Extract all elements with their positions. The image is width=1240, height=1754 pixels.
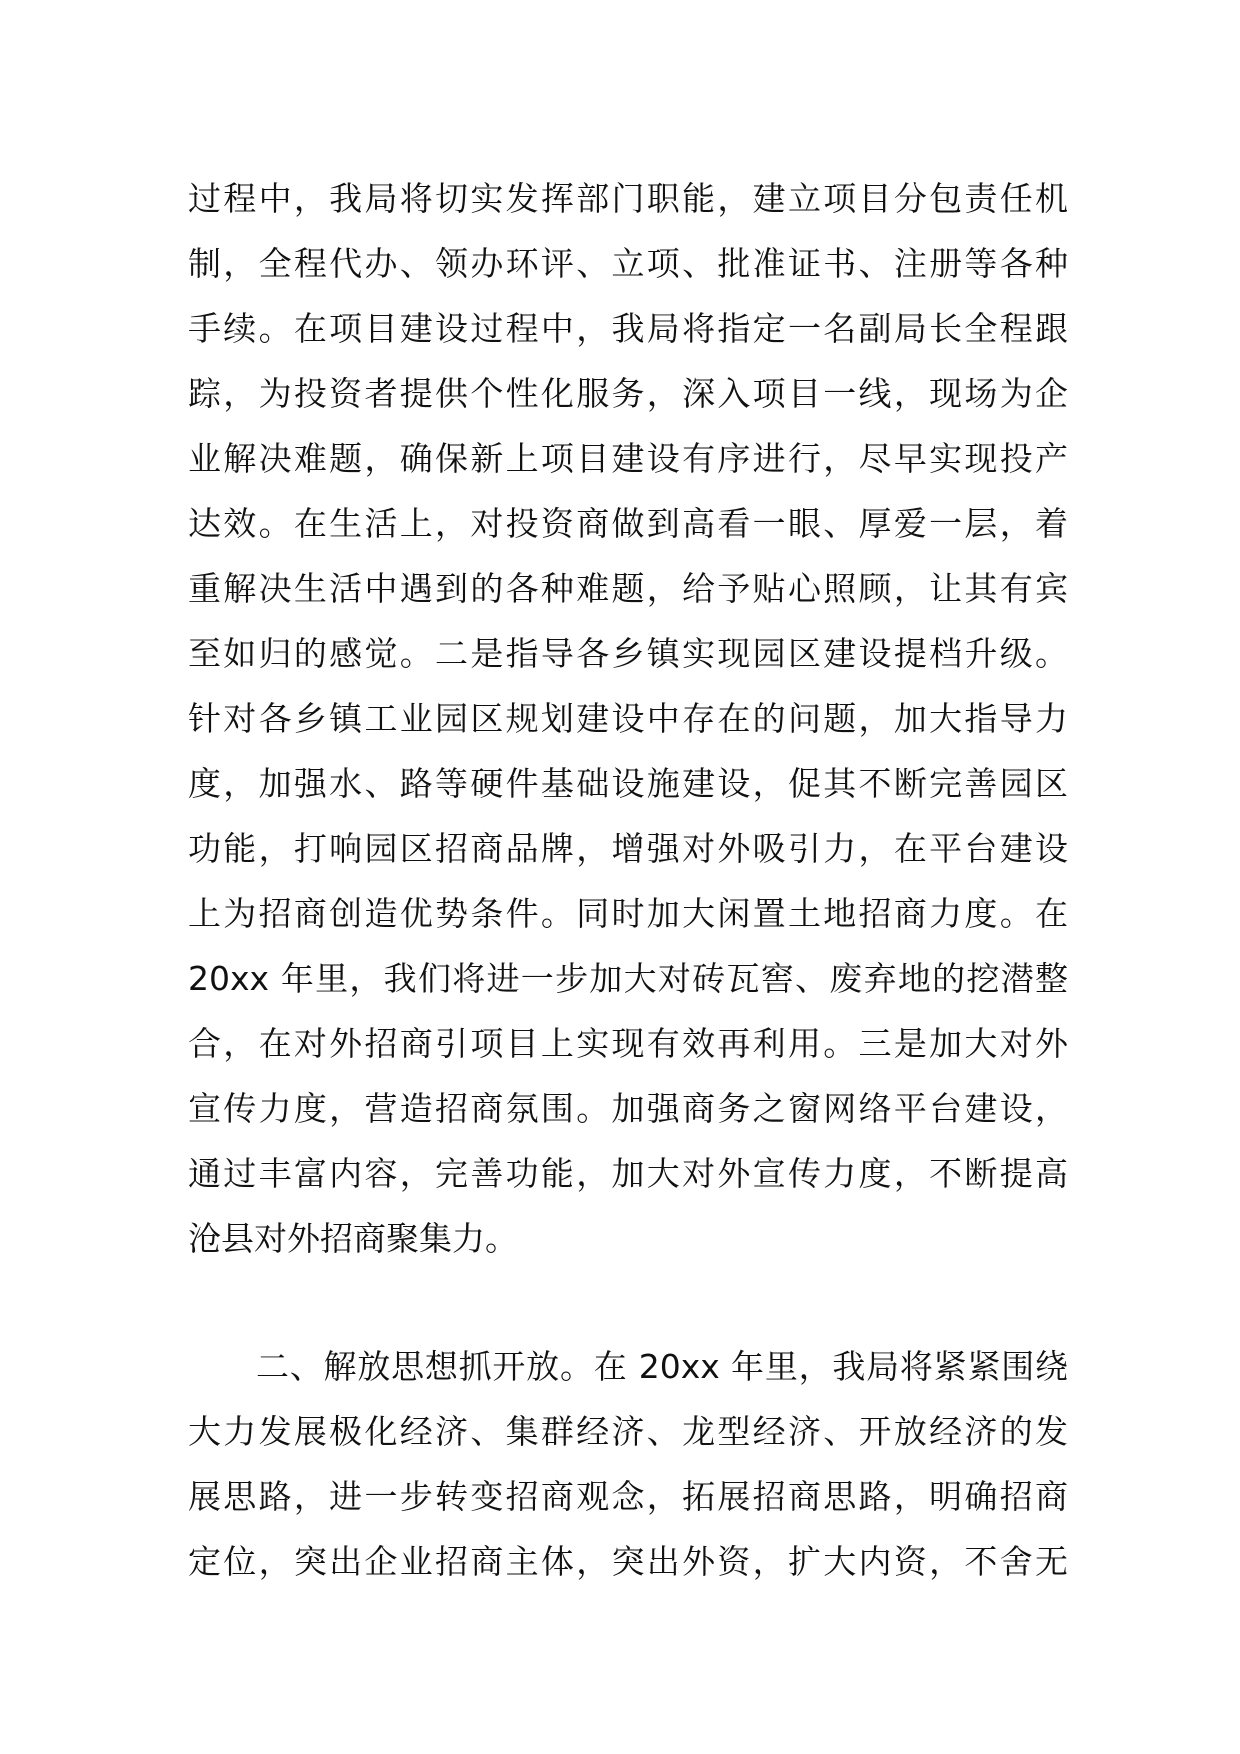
paragraph-line: 至如归的感觉。二是指导各乡镇实现园区建设提档升级。 (188, 634, 1068, 673)
paragraph-line: 展思路，进一步转变招商观念，拓展招商思路，明确招商 (188, 1477, 1068, 1516)
paragraph-line: 制，全程代办、领办环评、立项、批准证书、注册等各种 (188, 244, 1068, 283)
paragraph-line: 二、解放思想抓开放。在 20xx 年里，我局将紧紧围绕 (256, 1347, 1068, 1386)
paragraph-line: 业解决难题，确保新上项目建设有序进行，尽早实现投产 (188, 439, 1068, 478)
paragraph-line: 度，加强水、路等硬件基础设施建设，促其不断完善园区 (188, 764, 1068, 803)
paragraph-2 (188, 1334, 1068, 1594)
paragraph-line: 踪，为投资者提供个性化服务，深入项目一线，现场为企 (188, 374, 1068, 413)
paragraph-1 (188, 166, 1068, 1271)
paragraph-line: 重解决生活中遇到的各种难题，给予贴心照顾，让其有宾 (188, 569, 1068, 608)
paragraph-line: 合，在对外招商引项目上实现有效再利用。三是加大对外 (188, 1024, 1068, 1063)
paragraph-line: 20xx 年里，我们将进一步加大对砖瓦窖、废弃地的挖潜整 (188, 959, 1068, 998)
paragraph-line: 定位，突出企业招商主体，突出外资，扩大内资，不舍无 (188, 1542, 1068, 1581)
paragraph-line: 沧县对外招商聚集力。 (188, 1219, 518, 1258)
paragraph-line: 针对各乡镇工业园区规划建设中存在的问题，加大指导力 (188, 699, 1068, 738)
paragraph-line: 手续。在项目建设过程中，我局将指定一名副局长全程跟 (188, 309, 1068, 348)
paragraph-line: 上为招商创造优势条件。同时加大闲置土地招商力度。在 (188, 894, 1068, 933)
paragraph-line: 达效。在生活上，对投资商做到高看一眼、厚爱一层，着 (188, 504, 1068, 543)
paragraph-line: 宣传力度，营造招商氛围。加强商务之窗网络平台建设， (188, 1089, 1068, 1128)
paragraph-line: 通过丰富内容，完善功能，加大对外宣传力度，不断提高 (188, 1154, 1068, 1193)
paragraph-line: 功能，打响园区招商品牌，增强对外吸引力，在平台建设 (188, 829, 1068, 868)
paragraph-line: 大力发展极化经济、集群经济、龙型经济、开放经济的发 (188, 1412, 1068, 1451)
paragraph-line: 过程中，我局将切实发挥部门职能，建立项目分包责任机 (188, 179, 1068, 218)
